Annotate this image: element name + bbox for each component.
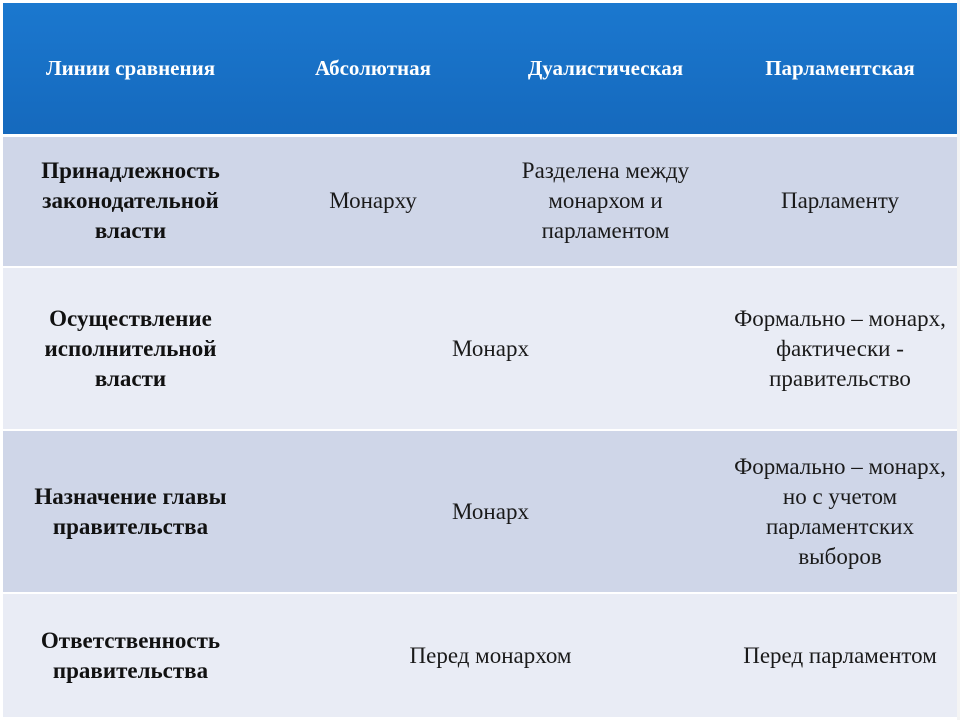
comparison-table xyxy=(3,3,957,717)
table-row xyxy=(3,267,957,430)
header-parliamentary: Парламентская xyxy=(723,3,957,135)
cell-parliamentary: Формально – монарх, но с учетом парламентских выборов xyxy=(723,430,957,593)
row-criterion: Принадлежность законодательной власти xyxy=(3,135,258,267)
cell-parliamentary: Формально – монарх, фактически - правительство xyxy=(723,267,957,430)
table-row xyxy=(3,430,957,593)
row-criterion: Ответственность правительства xyxy=(3,593,258,717)
table-body xyxy=(3,135,957,717)
header-criteria: Линии сравнения xyxy=(3,3,258,135)
cell-parliamentary: Парламенту xyxy=(723,135,957,267)
cell-absolute: Монарху xyxy=(258,135,488,267)
header-absolute: Абсолютная xyxy=(258,3,488,135)
cell-parliamentary: Перед парламентом xyxy=(723,593,957,717)
table-row xyxy=(3,593,957,717)
table-header xyxy=(3,3,957,135)
row-criterion: Назначение главы правительства xyxy=(3,430,258,593)
cell-absolute-dualistic: Монарх xyxy=(258,267,723,430)
cell-dualistic: Разделена между монархом и парламентом xyxy=(488,135,723,267)
header-row xyxy=(3,3,957,135)
cell-absolute-dualistic: Перед монархом xyxy=(258,593,723,717)
row-criterion: Осуществление исполнительной власти xyxy=(3,267,258,430)
header-dualistic: Дуалистическая xyxy=(488,3,723,135)
table-row xyxy=(3,135,957,267)
cell-absolute-dualistic: Монарх xyxy=(258,430,723,593)
